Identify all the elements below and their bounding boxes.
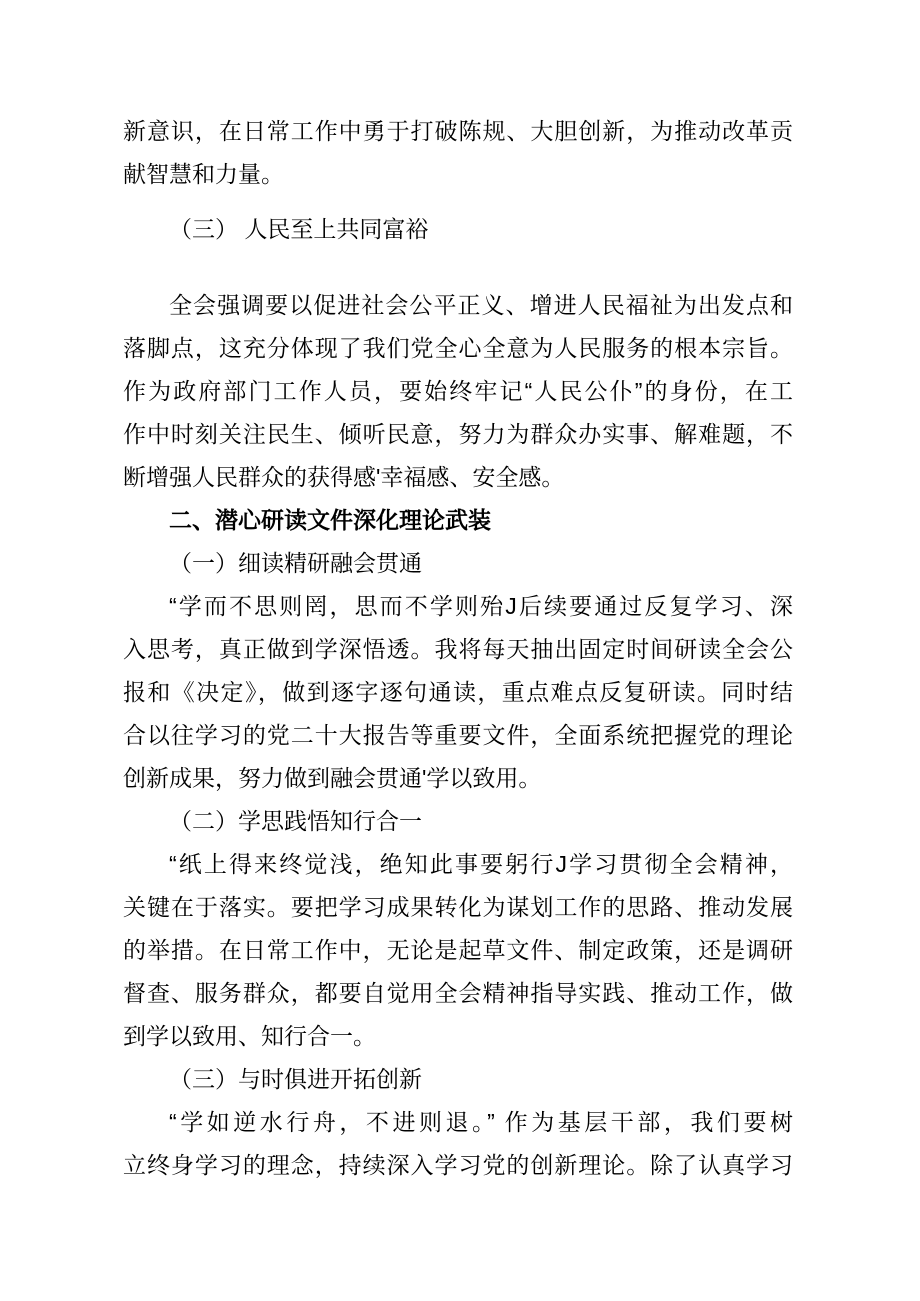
- text-line: “纸上得来终觉浅，绝知此事要躬行J学习贯彻全会精神，: [169, 851, 793, 877]
- sub-heading: （三） 人民至上共同富裕: [169, 216, 429, 242]
- text-line: 作为政府部门工作人员，要始终牢记“人民公仆”的身份，在工: [123, 378, 793, 404]
- text-line: 报和《决定》，做到逐字逐句通读，重点难点反复研读。同时结: [123, 679, 793, 705]
- text-line: 督查、服务群众，都要自觉用全会精神指导实践、推动工作，做: [123, 980, 793, 1006]
- text-line: 断增强人民群众的获得感'幸福感、安全感。: [123, 464, 565, 490]
- text-line: “学如逆水行舟，不进则退。” 作为基层干部，我们要树: [169, 1109, 793, 1135]
- text-line: “学而不思则罔，思而不学则殆J后续要通过反复学习、深: [169, 593, 793, 619]
- sub-heading: （一）细读精研融会贯通: [169, 550, 422, 576]
- text-line: 落脚点，这充分体现了我们党全心全意为人民服务的根本宗旨。: [123, 335, 793, 361]
- text-line: 新意识，在日常工作中勇于打破陈规、大胆创新，为推动改革贡: [123, 118, 793, 144]
- text-line: 创新成果，努力做到融会贯通'学以致用。: [123, 765, 542, 791]
- sub-heading: （三）与时俱进开拓创新: [169, 1066, 422, 1092]
- text-line: 全会强调要以促进社会公平正义、增进人民福祉为出发点和: [169, 292, 793, 318]
- text-line: 到学以致用、知行合一。: [123, 1023, 376, 1049]
- text-line: 献智慧和力量。: [123, 161, 284, 187]
- text-line: 合以往学习的党二十大报告等重要文件，全面系统把握党的理论: [123, 722, 793, 748]
- text-line: 关键在于落实。要把学习成果转化为谋划工作的思路、推动发展: [123, 894, 793, 920]
- text-line: 的举措。在日常工作中，无论是起草文件、制定政策，还是调研: [123, 937, 793, 963]
- text-line: 作中时刻关注民生、倾听民意，努力为群众办实事、解难题，不: [123, 421, 793, 447]
- text-line: 立终身学习的理念，持续深入学习党的创新理论。除了认真学习: [123, 1152, 793, 1178]
- sub-heading: （二）学思践悟知行合一: [169, 808, 422, 834]
- section-heading: 二、潜心研读文件深化理论武装: [169, 507, 491, 533]
- text-line: 入思考，真正做到学深悟透。我将每天抽出固定时间研读全会公: [123, 636, 793, 662]
- document-text-body: [123, 110, 793, 1187]
